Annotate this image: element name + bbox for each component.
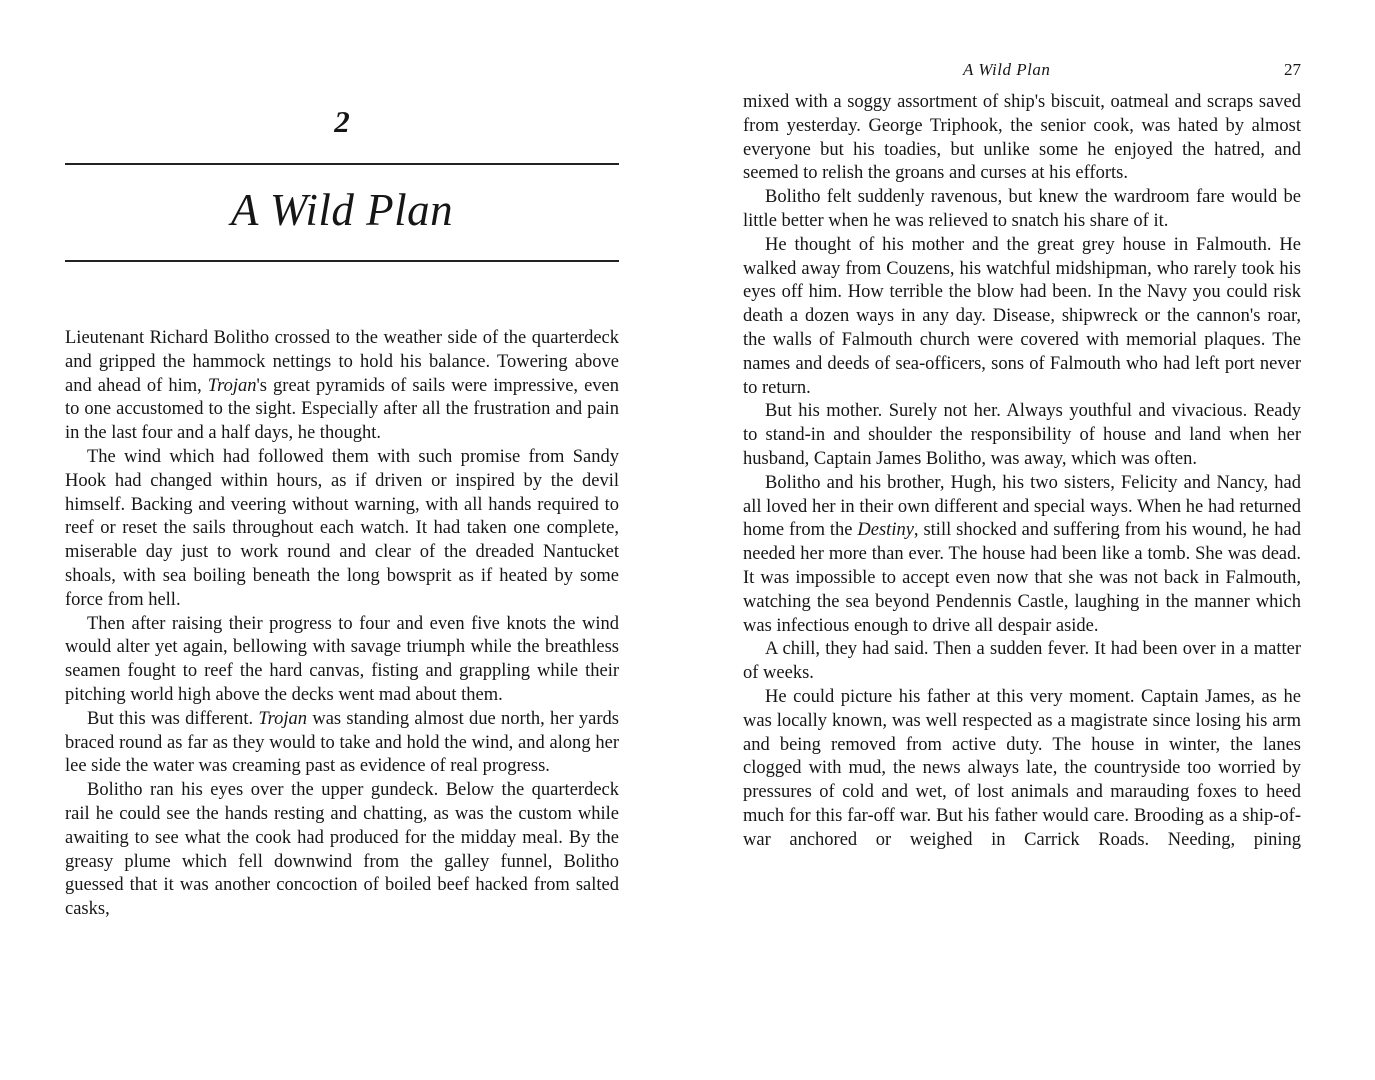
right-page-body bbox=[743, 91, 1301, 853]
paragraph: mixed with a soggy assortment of ship's biscuit, oatmeal and scraps saved from yesterday. George Triphook, the senior cook, was hated by almost everyone but his toadies, but unlike some he enjoyed the hatred, and seemed to relish the groans and curses at his efforts. bbox=[743, 92, 1301, 184]
paragraph: The wind which had followed them with such promise from Sandy Hook had changed within hours, as if driven or inspired by the devil himself. Backing and veering without warning, with all hands required to reef or reset the sails throughout each watch. It had taken one complete, miserable day just to work round and clear of the dreaded Nantucket shoals, with sea boiling beneath the long bowsprit as if heated by some force from hell. bbox=[65, 446, 619, 610]
paragraph: Bolitho ran his eyes over the upper gundeck. Below the quarterdeck rail he could see the hands resting and chatting, as was the custom while awaiting to see what the cook had produced for the midday meal. By the greasy plume which fell downwind from the galley funnel, Bolitho guessed that it was another concoction of boiled beef hacked from salted casks, bbox=[65, 780, 619, 920]
paragraph: A chill, they had said. Then a sudden fever. It had been over in a matter of weeks. bbox=[743, 639, 1301, 684]
chapter-rule-bottom bbox=[65, 260, 619, 262]
paragraph: He could picture his father at this very moment. Captain James, as he was locally known, was well respected as a magistrate since losing his arm and being removed from active duty. The house in winter, the lanes clogged with mud, the news always late, the countryside too worried by pressures of cold and wet, of lost animals and marauding foxes to heed much for this far-off war. But his father would care. Brooding as a ship-of-war anchored or weighed in Carrick Roads. Needing, pining bbox=[743, 686, 1301, 850]
paragraph: Then after raising their progress to four and even five knots the wind would alter yet again, bellowing with savage triumph while the breathless seamen fought to reef the hard canvas, fisting and grappling while their pitching world high above the decks went mad about them. bbox=[65, 613, 619, 705]
paragraph: But his mother. Surely not her. Always youthful and vivacious. Ready to stand-in and shoulder the responsibility of house and land when her husband, Captain James Bolitho, was away, which was often. bbox=[743, 401, 1301, 469]
paragraph: Lieutenant Richard Bolitho crossed to the weather side of the quarterdeck and gripped the hammock nettings to hold his balance. Towering above and ahead of him, Trojan's great pyramids of sails were impressive, even to one accustomed to the sight. Especially after all the frustration and pain in the last four and a half days, he thought. bbox=[65, 328, 619, 444]
chapter-number: 2 bbox=[334, 104, 350, 139]
paragraph: He thought of his mother and the great grey house in Falmouth. He walked away from Couzens, his watchful midshipman, who rarely took his eyes off him. How terrible the blow had been. In the Navy you could risk death a dozen ways in any day. Disease, shipwreck or the cannon's roar, the walls of Falmouth church were covered with memorial plaques. The names and deeds of sea-officers, sons of Falmouth who had left port never to return. bbox=[743, 234, 1301, 398]
chapter-title: A Wild Plan bbox=[230, 185, 454, 235]
running-head bbox=[743, 60, 1301, 82]
paragraph: Bolitho felt suddenly ravenous, but knew the wardroom fare would be little better when he was relieved to snatch his share of it. bbox=[743, 187, 1301, 231]
page-number: 27 bbox=[1284, 60, 1301, 79]
running-head-title: A Wild Plan bbox=[963, 60, 1051, 79]
chapter-rule-top bbox=[65, 163, 619, 165]
paragraph: Bolitho and his brother, Hugh, his two sisters, Felicity and Nancy, had all loved her in their own different and special ways. When he had returned home from the Destiny, still shocked and suffering from his wound, he had needed her more than ever. The house had been like a tomb. She was dead. It was impossible to accept even now that she was not back in Falmouth, watching the sea beyond Pendennis Castle, laughing in the manner which was infectious enough to drive all despair aside. bbox=[743, 472, 1301, 636]
paragraph: But this was different. Trojan was standing almost due north, her yards braced round as far as they would to take and hold the wind, and along her lee side the water was creaming past as evidence of real progress. bbox=[65, 708, 619, 777]
left-page-body bbox=[65, 327, 619, 922]
